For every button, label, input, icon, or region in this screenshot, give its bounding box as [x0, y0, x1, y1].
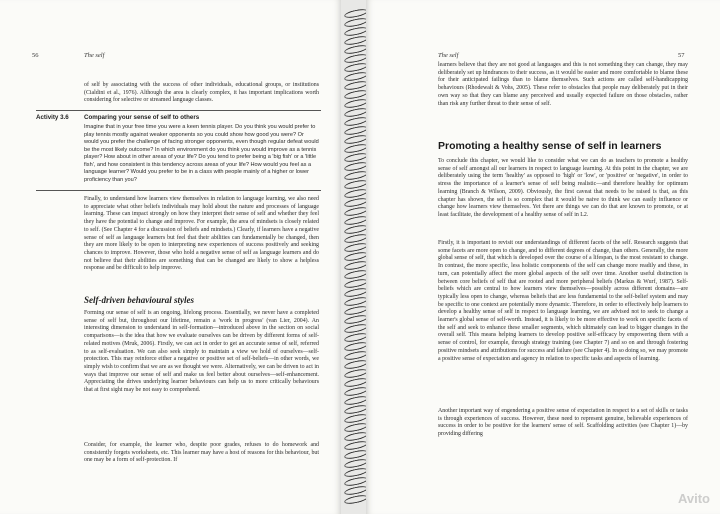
left-paragraph-mindsets: Finally, to understand how learners view themselves in relation to language learning, we also need to appreciate what other beliefs individuals may hold about the nature and processes of language learning. These can impact strongly on how they interpret their sense of self and whether they feel they have the potential to change and improve. For example, the area of mindsets is closely related to self. (See Chapter 4 for a discussion of beliefs and mindsets.) Clearly, if learners have a negative sense of self as language learners but feel that their abilities can fundamentally be changed, then they are more likely to be open to interpreting new experiences of success positively and seeking chances to improve. However, those who hold a negative sense of self as language learners and do not believe that their abilities are something that can be changed are likely to show a helpless response and be difficult to help improve. — [84, 196, 319, 272]
right-paragraph-facets: Firstly, it is important to revisit our understandings of different facets of the self. Research suggests that some facets are more open to change, and to different degrees of change, than others. Generally, the more global sense of self, that which is developed over the course of a lifespan, is the most resistant to change. In contrast, the more specific, less holistic components of the self can change more readily and these, in turn, can potentially affect the more global aspects of the self over time. Another useful distinction is between core beliefs of self that are rooted and more peripheral beliefs (Markus & Wurf, 1987). Self-beliefs which are central to how learners view themselves—possibly across different domains—are typically less open to change, whereas beliefs that are less fundamental to the self-belief system and may be specific to one context are potentially more dynamic. Therefore, in order to effectively help learners to develop a healthy sense of self in respect to language learning, we are advised not to seek to change a learner's global sense of self-worth. Instead, it is likely to be more effective to work on specific facets of the self and seek to enhance these smaller segments, which ultimately can lead to bigger changes in the overall self. This means helping learners to develop positive self-efficacy by empowering them with a sense of control, for example, through strategy training (see Chapter 7) and so on and through fostering positive mindsets and attributions for success and failure (see Chapter 4). In so doing so, we may promote a positive sense of expectation and agency in relation to specific tasks and aspects of learning. — [438, 240, 688, 362]
left-paragraph-consider: Consider, for example, the learner who, despite poor grades, refuses to do homework and consistently forgets worksheets, etc. This learner may have a host of reasons for this behaviour, but one may be a form of self-protection. If — [84, 442, 319, 464]
activity-top-rule — [36, 110, 321, 111]
right-paragraph-conclude: To conclude this chapter, we would like to consider what we can do as teachers to promote a healthy sense of self amongst all our learners in respect to language learning. At this point in the chapter, we are deliberately using the term 'healthy' as opposed to 'high' or 'low', or 'positive' or 'negative', in order to stress the importance of a learner's sense of self being realistic—and therefore healthy for optimum learning (Branch & Wilson, 2009). Obviously, the first caveat that needs to be raised is that, as this chapter has shown, the self is so complex that it would be naive to think we can easily influence or change how learners view themselves. Yet there are things we can do that are known to promote, or at least facilitate, the development of a healthy sense of self in L2. — [438, 158, 688, 218]
watermark-logo: Avito — [677, 491, 710, 506]
right-running-head: The self — [438, 52, 459, 59]
right-page — [366, 0, 720, 514]
left-page — [0, 0, 341, 514]
activity-title: Comparing your sense of self to others — [84, 114, 200, 121]
right-paragraph-expectation: Another important way of engendering a positive sense of expectation in respect to a set of skills or tasks is through experiences of success. However, these need to represent genuine, believable experiences of success in order to be positive for the learners' sense of self. Scaffolding activities (see Chapter 1)—by providing differing — [438, 408, 688, 438]
activity-label: Activity 3.6 — [36, 114, 69, 121]
section-heading-self-driven: Self-driven behavioural styles — [84, 295, 194, 305]
left-intro-paragraph: of self by associating with the success of other individuals, educational groups, or institutions (Cialdini et al., 1976). Although the area is clearly complex, it has important implications worth considering for selective or streamed language classes. — [84, 82, 319, 104]
section-heading-promoting: Promoting a healthy sense of self in learners — [438, 140, 662, 152]
left-running-head: The self — [84, 52, 105, 59]
left-paragraph-self-formation: Forming our sense of self is an ongoing, lifelong process. Essentially, we never have a completed sense of self but, throughout our lifetime, remain a 'work in progress' (van Lier, 2004). An interesting dimension to understand in self-formation—introduced above in the section on social comparisons—is the idea that how we evaluate ourselves can be driven by different forms of self-related motives (Mruk, 2006). Firstly, we can act in order to get an accurate sense of self, referred to as self-evaluation. We can also seek simply to maintain a view we hold of ourselves—self-protection. This may reinforce either a negative or positive set of self-beliefs—in other words, we simply wish to confirm that we are as we thought we were. Alternatively, we can be driven to act in ways that improve our sense of self and make us feel better about ourselves—self-enhancement. Appreciating the drives underlying learner behaviours can help us to more critically behaviours that at first sight may be not easy to comprehend. — [84, 310, 319, 394]
activity-body: Imagine that in your free time you were a keen tennis player. Do you think you would prefer to play tennis mostly against weaker opponents so you could show how good you were? Or would you prefer the challenge of facing stronger opponents, even though regular defeat would be the most likely outcome? In which environment do you think you would improve as a tennis player? How about in other areas of your life? Do you tend to prefer being a 'big fish' or a 'little fish', and how consistent is this tendency across areas of your life? How would you feel as a language learner? Would you prefer to be in a class with people mainly of a higher or lower proficiency than you? — [84, 124, 319, 183]
right-page-number: 57 — [678, 52, 685, 59]
activity-bottom-rule — [36, 190, 321, 191]
right-paragraph-self-handicapping: learners believe that they are not good at languages and this is not something they can change, they may deliberately set up hindrances to their success, as it would be easier and more comfortable to blame these for their anticipated failings than to blame themselves. Such actions are called self-handicapping behaviours (Rhodewalt & Vohs, 2005). These refer to obstacles that people may deliberately put in their own way so that they can blame any perceived and usually expected failure on those obstacles, rather than risk any further threat to their sense of self. — [438, 62, 688, 107]
left-page-number: 56 — [32, 52, 39, 59]
